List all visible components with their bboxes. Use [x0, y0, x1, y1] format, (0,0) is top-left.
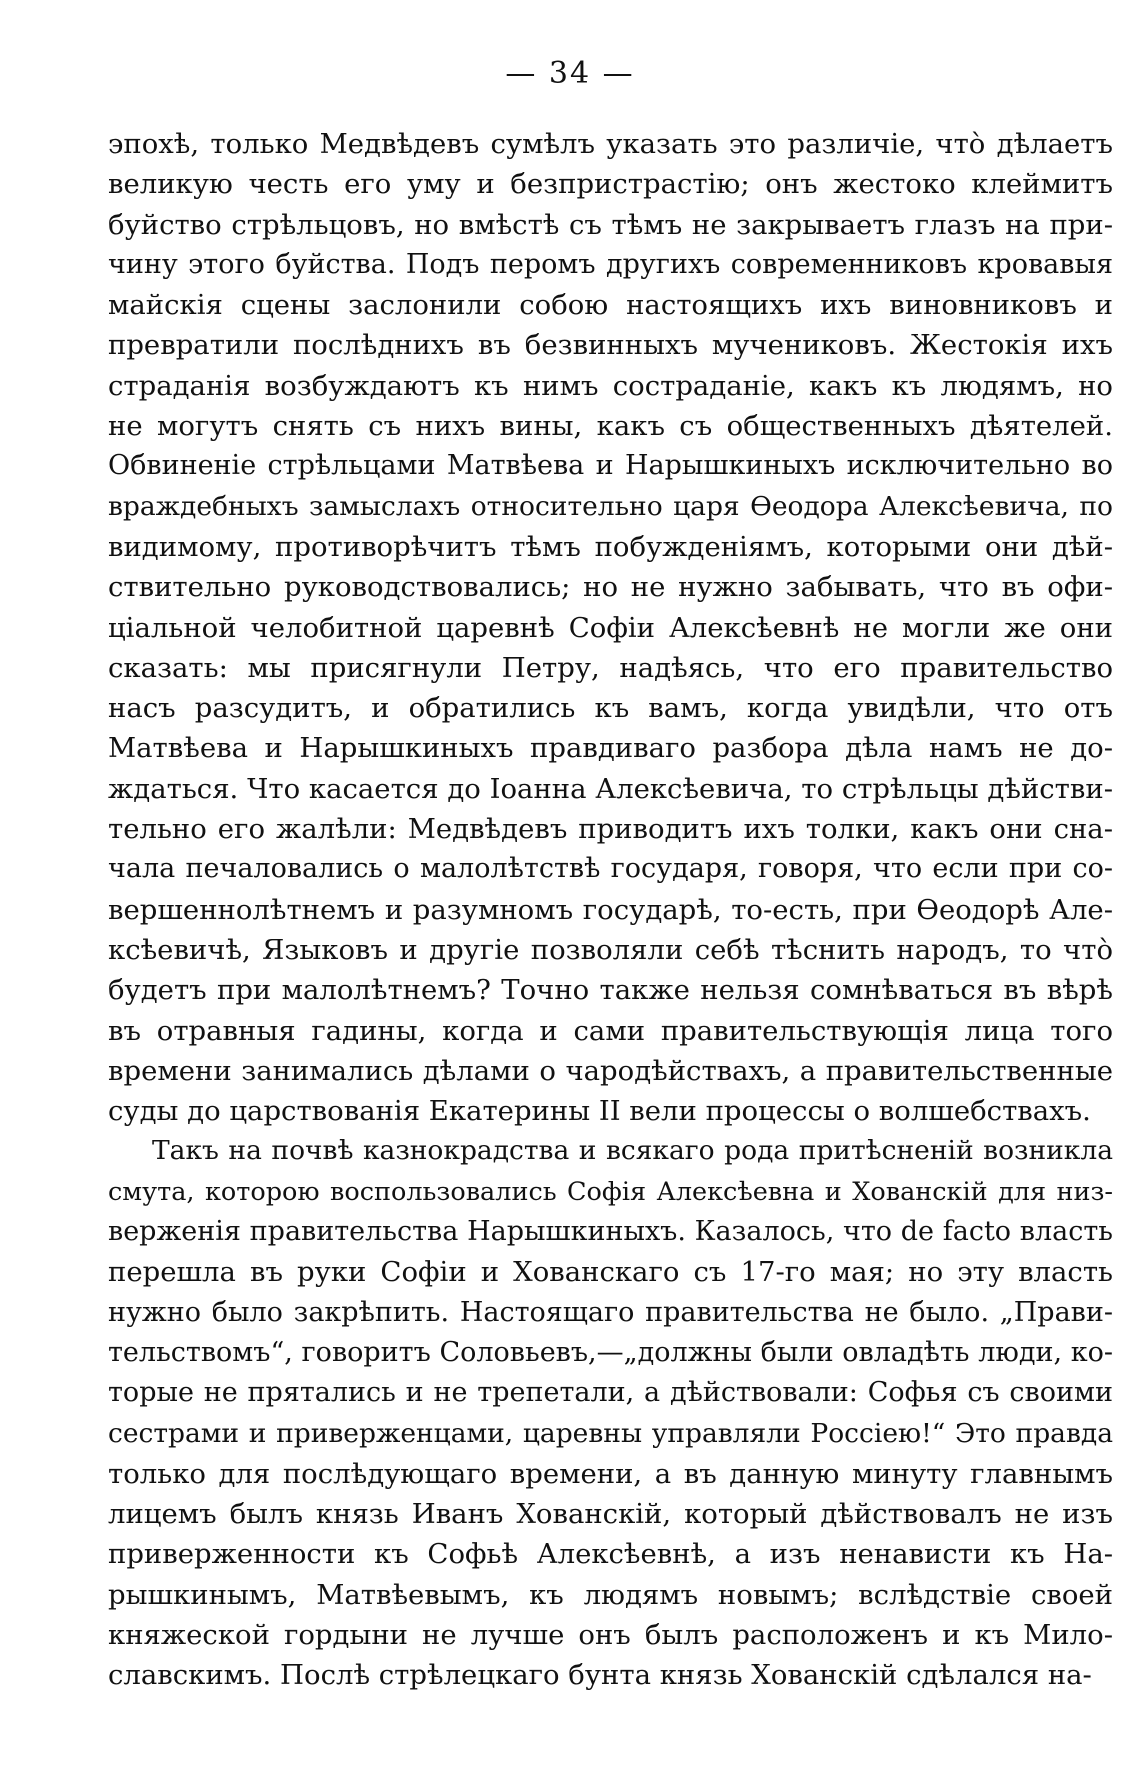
text-line: суды до царствованія Екатерины II вели процессы о волшебствахъ. — [108, 1095, 1091, 1128]
text-line: приверженности къ Софьѣ Алексѣевнѣ, а изъ ненависти къ На- — [108, 1538, 1113, 1571]
text-line: Обвиненіе стрѣльцами Матвѣева и Нарышкиныхъ исключительно во — [108, 450, 1113, 482]
text-line: эпохѣ, только Медвѣдевъ сумѣлъ указать это различіе, что̀ дѣлаетъ — [108, 128, 1113, 160]
text-line: сестрами и приверженцами, царевны управляли Россіею!“ Это правда — [108, 1417, 1113, 1449]
text-line: лицемъ былъ князь Иванъ Хованскій, который дѣйствовалъ не изъ — [108, 1498, 1113, 1531]
text-line: Такъ на почвѣ казнокрадства и всякаго рода притѣсненій возникла — [152, 1135, 1113, 1167]
text-line: въ отравныя гадины, когда и сами правительствующія лица того — [108, 1014, 1113, 1047]
text-line: тельно его жалѣли: Медвѣдевъ приводитъ ихъ толки, какъ они сна- — [108, 813, 1113, 846]
text-line: чала печаловались о малолѣтствѣ государя, говоря, что если при со- — [108, 853, 1113, 885]
text-line: насъ разсудитъ, и обратились къ вамъ, когда увидѣли, что отъ — [108, 692, 1113, 725]
text-line: княжеской гордыни не лучше онъ былъ расположенъ и къ Мило- — [108, 1618, 1113, 1651]
text-line: перешла въ руки Софіи и Хованскаго съ 17-го мая; но эту власть — [108, 1256, 1113, 1289]
text-line: ксѣевичѣ, Языковъ и другіе позволяли себѣ тѣснить народъ, то что̀ — [108, 933, 1113, 966]
text-line: только для послѣдующаго времени, а въ данную минуту главнымъ — [108, 1457, 1113, 1490]
text-line: нужно было закрѣпить. Настоящаго правительства не было. „Прави- — [108, 1296, 1113, 1328]
text-line: времени занимались дѣлами о чародѣйствахъ, а правительственные — [108, 1054, 1113, 1087]
text-line: будетъ при малолѣтнемъ? Точно также нельзя сомнѣваться въ вѣрѣ — [108, 974, 1113, 1007]
page-number: — 34 — — [505, 56, 635, 91]
text-line: сказать: мы присягнули Петру, надѣясь, что его правительство — [108, 651, 1113, 684]
text-line: рышкинымъ, Матвѣевымъ, къ людямъ новымъ; вслѣдствіе своей — [108, 1578, 1113, 1611]
text-line: ждаться. Что касается до Іоанна Алексѣевича, то стрѣльцы дѣйстви- — [108, 772, 1113, 805]
text-line: майскія сцены заслонили собою настоящихъ ихъ виновниковъ и — [108, 289, 1113, 322]
text-line: ціальной челобитной царевнѣ Софіи Алексѣевнѣ не могли же они — [108, 611, 1113, 644]
body-text — [108, 124, 1113, 1696]
text-line: торые не прятались и не трепетали, а дѣйствовали: Софья съ своими — [108, 1377, 1113, 1409]
text-line: чину этого буйства. Подъ перомъ другихъ современниковъ кровавыя — [108, 248, 1113, 280]
text-line: буйство стрѣльцовъ, но вмѣстѣ съ тѣмъ не закрываетъ глазъ на при- — [108, 208, 1113, 241]
text-line: видимому, противорѣчитъ тѣмъ побужденіямъ, которыми они дѣй- — [108, 530, 1113, 563]
text-line: ствительно руководствовались; но не нужно забывать, что въ офи- — [108, 571, 1113, 604]
text-line: вершеннолѣтнемъ и разумномъ государѣ, то-есть, при Ѳеодорѣ Але- — [108, 893, 1113, 926]
text-line: великую честь его уму и безпристрастію; онъ жестоко клеймитъ — [108, 168, 1113, 201]
text-line: славскимъ. Послѣ стрѣлецкаго бунта князь Хованскій сдѣлался на- — [108, 1659, 1092, 1692]
text-line: превратили послѣднихъ въ безвинныхъ мучениковъ. Жестокія ихъ — [108, 329, 1113, 362]
text-line: враждебныхъ замыслахъ относительно царя Ѳеодора Алексѣевича, по — [108, 490, 1113, 522]
text-line: страданія возбуждаютъ къ нимъ состраданіе, какъ къ людямъ, но — [108, 369, 1113, 402]
text-line: тельствомъ“, говоритъ Соловьевъ,—„должны были овладѣть люди, ко- — [108, 1336, 1113, 1368]
text-line: не могутъ снять съ нихъ вины, какъ съ общественныхъ дѣятелей. — [108, 410, 1113, 443]
text-line: верженія правительства Нарышкиныхъ. Казалось, что de facto власть — [108, 1216, 1113, 1248]
text-line: Матвѣева и Нарышкиныхъ правдиваго разбора дѣла намъ не до- — [108, 732, 1113, 765]
text-line: смута, которою воспользовались Софія Алексѣевна и Хованскій для низ- — [108, 1176, 1113, 1207]
